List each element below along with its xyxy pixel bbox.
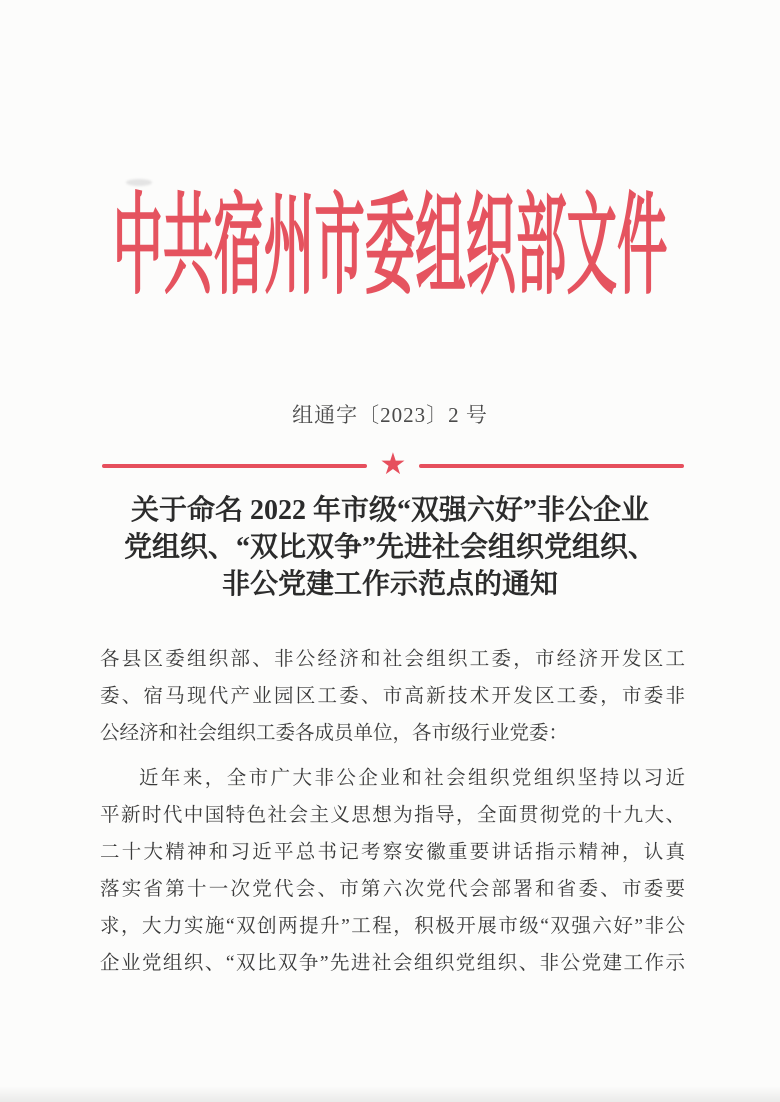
document-body	[100, 641, 685, 982]
body-line: 求，大力实施“双创两提升”工程，积极开展市级“双强六好”非公	[100, 916, 685, 937]
title-line: 非公党建工作示范点的通知	[221, 569, 558, 600]
document-number: 组通字〔2023〕2 号	[292, 403, 488, 427]
scan-artifact	[126, 179, 152, 186]
body-paragraph	[100, 760, 685, 982]
red-divider	[102, 450, 684, 482]
body-line: 近年来，全市广大非公企业和社会组织党组织坚持以习近	[139, 768, 685, 789]
body-line: 企业党组织、“双比双争”先进社会组织党组织、非公党建工作示	[100, 953, 685, 974]
title-line: 关于命名 2022 年市级“双强六好”非公企业	[130, 495, 649, 526]
title-line: 党组织、“双比双争”先进社会组织党组织、	[123, 532, 656, 563]
body-line: 平新时代中国特色社会主义思想为指导，全面贯彻党的十九大、	[100, 805, 685, 826]
page-bottom-shade	[0, 1086, 780, 1102]
divider-line-right	[419, 464, 684, 468]
document-letterhead	[0, 187, 780, 316]
body-line: 落实省第十一次党代会、市第六次党代会部署和省委、市委要	[100, 879, 685, 900]
body-line: 二十大精神和习近平总书记考察安徽重要讲话指示精神，认真	[100, 842, 685, 863]
body-line: 委、宿马现代产业园区工委、市高新技术开发区工委，市委非	[100, 686, 685, 707]
body-line: 各县区委组织部、非公经济和社会组织工委，市经济开发区工	[100, 649, 685, 670]
letterhead-title: 中共宿州市委组织部文件	[112, 187, 668, 309]
salutation-paragraph	[100, 641, 685, 752]
divider-line-left	[102, 464, 367, 468]
document-title	[0, 492, 780, 603]
star-icon: ★	[379, 448, 407, 481]
body-line: 公经济和社会组织工委各成员单位，各市级行业党委：	[100, 723, 569, 744]
